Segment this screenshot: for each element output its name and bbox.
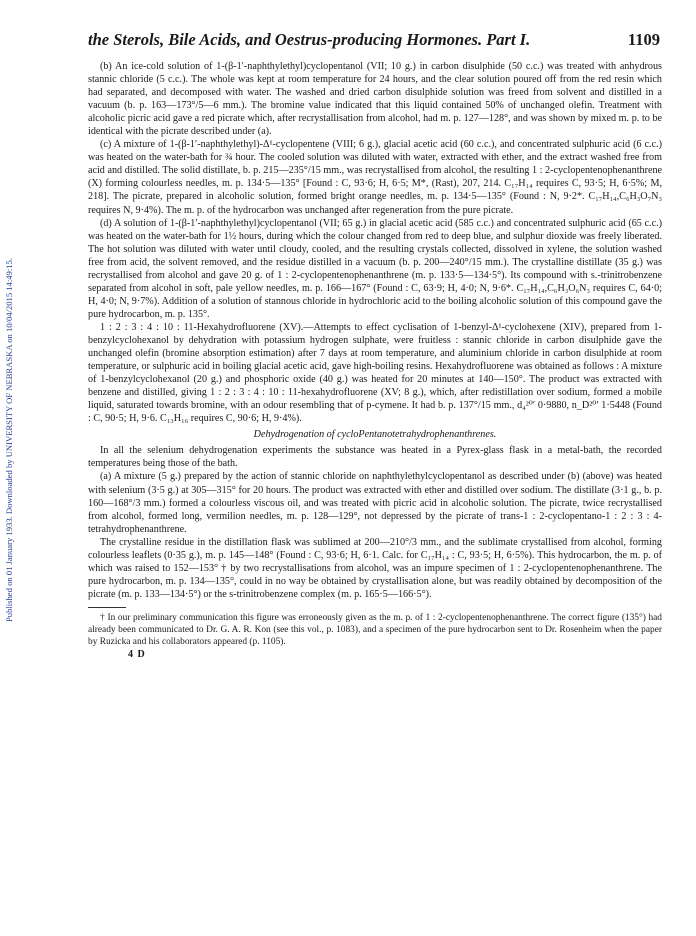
signature-mark: 4 D: [128, 648, 146, 660]
paragraph: (b) An ice-cold solution of 1-(β-1′-naphthylethyl)cyclopentanol (VII; 10 g.) in carbon disulphide (50 c.c.) was treated with anhydrous stannic chloride (5 c.c.). The whole was kept at room temperature for 24 hours, and the clear solution poured off from the red resin which had separated, and decomposed with water. The washed and dried carbon disulphide solution was freed from solvent and distilled in a vacuum (b. p. 163—173°/5—6 mm.). The bromine value indicated that this liquid contained 50% of unchanged olefin. Treatment with alcoholic picric acid gave a red picrate which, after recrystallisation from alcohol, had m. p. 127—128°, and was shown by mixed m. p. to be identical with the picrate described under (a).: [88, 61, 662, 138]
page-number: 1109: [627, 30, 660, 49]
article-body: [88, 60, 662, 661]
footnote-rule: [88, 607, 126, 608]
download-watermark: Published on 01 January 1933. Downloaded by UNIVERSITY OF NEBRASKA on 10/04/2015 14:49:15.: [4, 258, 14, 622]
footnote: † In our preliminary communication this figure was erroneously given as the m. p. of 1 : 2-cyclopentenophenanthrene. The correct figure (135°) had already been communicated to Dr. G. A. R. Kon (see this vol., p. 1083), and a specimen of the pure hydrocarbon sent to Dr. Rosenheim when the paper by Ruzicka and his collaborators appeared (p. 1105).: [88, 612, 662, 647]
running-header: [88, 30, 660, 50]
paragraph: 1 : 2 : 3 : 4 : 10 : 11-Hexahydrofluorene (XV).—Attempts to effect cyclisation of 1-benzyl-Δ¹-cyclohexene (XIV), prepared from 1-benzylcyclohexanol by dehydration with potassium hydrogen sulphate, were fruitless : stannic chloride in carbon disulphide gave the unchanged olefin (bromine absorption estimation) after 7 days at room temperature, and aluminium chloride in carbon disulphide at room temperature, or sulphuric acid in boiling glacial acetic acid, gave high-boiling resins. Hexahydrofluorene was obtained as follows : A mixture of 1-benzylcyclohexanol (20 g.) and phosphoric oxide (40 g.) was heated for 20 minutes at 140—150°. The product was extracted with benzene and distilled, giving 1 : 2 : 3 : 4 : 10 : 11-hexahydrofluorene (XV; 8 g.), which, after redistillation over sodium, formed a mobile liquid, saturated towards bromine, with an odour resembling that of p-cymene. It had b. p. 137°/15 mm., d₄²⁰′ 0·9880, n_D²⁰′ 1·5448 (Found : C, 90·5; H, 9·6. C₁₃H₁₆ requires C, 90·6; H, 9·4%).: [88, 321, 662, 425]
paragraph: (d) A solution of 1-(β-1′-naphthylethyl)cyclopentanol (VII; 65 g.) in glacial acetic acid (585 c.c.) and concentrated sulphuric acid (65 c.c.) was heated on the water-bath for 1½ hours, during which the colour changed from red to deep blue, and sulphur dioxide was freely liberated. The hot solution was diluted with water until cloudy, cooled, and the resulting crystals collected, dissolved in xylene, the solution washed free from acid, the solvent removed, and the residue distilled in a vacuum (b. p. 200—240°/15 mm.). The crystalline distillate (35 g.) was recrystallised from alcohol and gave 20 g. of 1 : 2-cyclopentenophenanthrene (m. p. 133·5—134·5°). Its compound with s.-trinitrobenzene separated from alcohol in soft, pale yellow needles, m. p. 166—167° (Found : C, 63·9; H, 4·0; N, 9·6*. C₁₇H₁₄,C₆H₃O₆N₃ requires C, 64·0; H, 4·0; N, 9·7%). Addition of a solution of stannous chloride in hydrochloric acid to the boiling alcoholic solution of this compound gave the pure hydrocarbon, m. p. 135°.: [88, 217, 662, 320]
paragraph: (a) A mixture (5 g.) prepared by the action of stannic chloride on naphthylethylcyclopentanol as described under (b) (above) was heated with selenium (3·5 g.) at 305—315° for 20 hours. The product was extracted with ether and distilled over sodium. The distillate (3·1 g., b. p. 160—168°/3 mm.) formed a colourless viscous oil, and was treated with picric acid in alcoholic solution. The picrate, twice recrystallised from alcohol, formed long, vermilion needles, m. p. 128—129°, not depressed by the picrate of trans-1 : 2-cyclopentano-1 : 2 : 3 : 4-tetrahydrophenanthrene.: [88, 471, 662, 535]
paragraph: (c) A mixture of 1-(β-1′-naphthylethyl)-Δ¹-cyclopentene (VIII; 6 g.), glacial acetic acid (60 c.c.), and concentrated sulphuric acid (6 c.c.) was heated on the water-bath for ¾ hour. The cooled solution was diluted with water, extracted with ether, and the extract washed free from acid and distilled. The solid distillate, b. p. 215—235°/15 mm., was recrystallised from alcohol, the resulting 1 : 2-cyclopentenophenanthrene (X) forming colourless needles, m. p. 134·5—135° [Found : C, 93·6; H, 6·5; M*, (Rast), 207, 214. C₁₇H₁₄ requires C, 93·5; H, 6·5%; M, 218]. The picrate, prepared in alcoholic solution, formed bright orange needles, m. p. 134·5—135° (Found : N, 9·2*. C₁₇H₁₄,C₆H₃O₇N₃ requires N, 9·4%). The m. p. of the hydrocarbon was unchanged after regeneration from the pure picrate.: [88, 139, 662, 216]
paragraph: The crystalline residue in the distillation flask was sublimed at 200—210°/3 mm., and the sublimate crystallised from alcohol, forming colourless leaflets (0·35 g.), m. p. 145—148° (Found : C, 93·6; H, 6·1. Calc. for C₁₇H₁₄ : C, 93·5; H, 6·5%). This hydrocarbon, the m. p. of which was raised to 152—153° † by two recrystallisations from alcohol, was an impure specimen of 1 : 2-cyclopentenophenanthrene. The pure hydrocarbon, m. p. 134—135°, could in no way be obtained by crystallisation alone, but was readily obtained by decomposition of the picrate (m. p. 133—134·5°) or the s-trinitrobenzene complex (m. p. 165·5—166·5°).: [88, 536, 662, 600]
running-title: the Sterols, Bile Acids, and Oestrus-producing Hormones. Part I.: [88, 30, 531, 49]
paragraph: In all the selenium dehydrogenation experiments the substance was heated in a Pyrex-glass flask in a metal-bath, the recorded temperatures being those of the bath.: [88, 445, 662, 470]
section-heading: Dehydrogenation of cycloPentanotetrahydrophenanthrenes.: [253, 429, 497, 441]
